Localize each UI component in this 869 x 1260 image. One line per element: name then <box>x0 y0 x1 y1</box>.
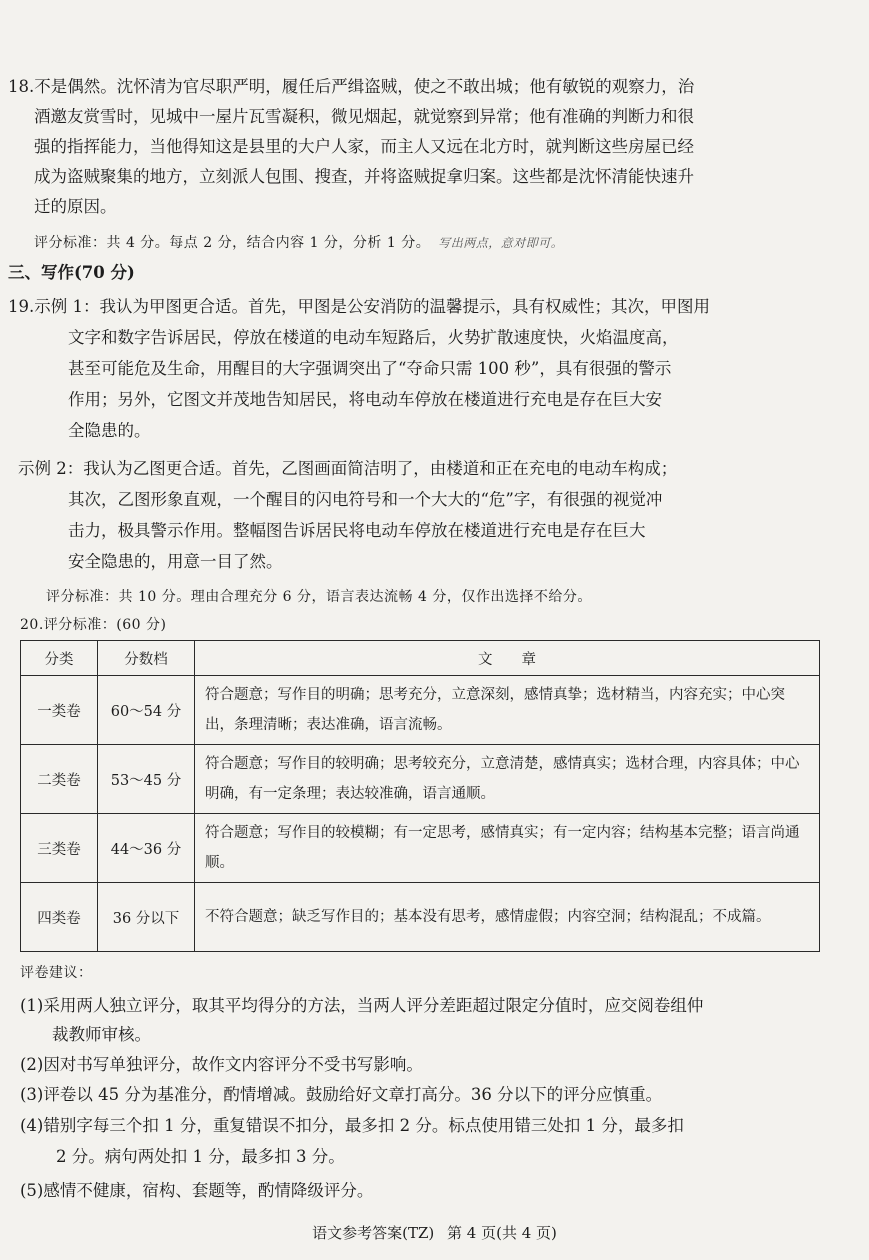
header-range: 分数档 <box>98 641 195 676</box>
row-category: 四类卷 <box>21 883 98 952</box>
suggestion-4-cont: 2 分。病句两处扣 1 分，最多扣 3 分。 <box>56 1147 345 1166</box>
row-description: 符合题意；写作目的较明确；思考较充分，立意清楚，感情真实；选材合理，内容具体；中心明确，有一定条理；表达较准确，语言通顺。 <box>195 745 820 814</box>
footer-page-info: 第 4 页(共 4 页) <box>447 1224 557 1242</box>
page-footer <box>0 1222 869 1243</box>
footer-doc-name: 语文参考答案(TZ) <box>312 1224 435 1242</box>
q19-ex2-line-4: 安全隐患的，用意一目了然。 <box>68 552 283 571</box>
row-category: 一类卷 <box>21 676 98 745</box>
q19-ex2-line-2: 其次，乙图形象直观，一个醒目的闪电符号和一个大大的“危”字，有很强的视觉冲 <box>68 490 663 509</box>
q18-line-5: 迁的原因。 <box>34 197 117 216</box>
q18-scoring <box>34 232 563 254</box>
q19-ex2-line-1: 示例 2：我认为乙图更合适。首先，乙图画面简洁明了，由楼道和正在充电的电动车构成； <box>18 459 678 478</box>
row-range: 60～54 分 <box>98 676 195 745</box>
grading-table-header <box>21 641 820 676</box>
q18-scoring-text: 评分标准：共 4 分。每点 2 分，结合内容 1 分，分析 1 分。 <box>34 235 431 251</box>
table-row <box>21 814 820 883</box>
table-row <box>21 745 820 814</box>
q19-ex1-line-3: 甚至可能危及生命，用醒目的大字强调突出了“夺命只需 100 秒”，具有很强的警示 <box>68 359 672 378</box>
section3-title: 三、写作(70 分) <box>8 263 135 282</box>
row-category: 二类卷 <box>21 745 98 814</box>
suggestion-2: (2)因对书写单独评分，故作文内容评分不受书写影响。 <box>20 1055 423 1074</box>
header-article: 文 章 <box>195 641 820 676</box>
q19-scoring: 评分标准：共 10 分。理由合理充分 6 分，语言表达流畅 4 分，仅作出选择不给分。 <box>46 589 592 605</box>
row-range: 53～45 分 <box>98 745 195 814</box>
suggestion-1: (1)采用两人独立评分，取其平均得分的方法，当两人评分差距超过限定分值时，应交阅卷组仲 <box>20 996 704 1015</box>
row-category: 三类卷 <box>21 814 98 883</box>
q19-ex2-line-3: 击力，极具警示作用。整幅图告诉居民将电动车停放在楼道进行充电是存在巨大 <box>68 521 646 540</box>
suggestion-5: (5)感情不健康，宿构、套题等，酌情降级评分。 <box>20 1181 374 1200</box>
q19-ex1-line-5: 全隐患的。 <box>68 421 151 440</box>
q18-line-3: 强的指挥能力，当他得知这是县里的大户人家，而主人又远在北方时，就判断这些房屋已经 <box>34 137 694 156</box>
suggestion-3: (3)评卷以 45 分为基准分，酌情增减。鼓励给好文章打高分。36 分以下的评分应慎重。 <box>20 1085 663 1104</box>
q19-ex1-line-4: 作用；另外，它图文并茂地告知居民，将电动车停放在楼道进行充电是存在巨大安 <box>68 390 662 409</box>
q20-title: 20.评分标准：(60 分) <box>20 617 167 633</box>
suggestions-title: 评卷建议： <box>20 965 93 981</box>
header-category: 分类 <box>21 641 98 676</box>
row-description: 不符合题意；缺乏写作目的；基本没有思考，感情虚假；内容空洞；结构混乱；不成篇。 <box>195 883 820 952</box>
row-range: 36 分以下 <box>98 883 195 952</box>
q18-line-4: 成为盗贼聚集的地方，立刻派人包围、搜查，并将盗贼捉拿归案。这些都是沈怀清能快速升 <box>34 167 694 186</box>
q18-handwritten-note: 写出两点，意对即可。 <box>438 236 564 250</box>
suggestion-4: (4)错别字每三个扣 1 分，重复错误不扣分，最多扣 2 分。标点使用错三处扣 1 分，最多扣 <box>20 1116 684 1135</box>
row-description: 符合题意；写作目的明确；思考充分，立意深刻，感情真挚；选材精当，内容充实；中心突出，条理清晰；表达准确，语言流畅。 <box>195 676 820 745</box>
table-row <box>21 883 820 952</box>
row-description: 符合题意；写作目的较模糊；有一定思考，感情真实；有一定内容；结构基本完整；语言尚通顺。 <box>195 814 820 883</box>
suggestion-1-cont: 裁教师审核。 <box>52 1025 151 1044</box>
table-row <box>21 676 820 745</box>
q19-ex1-line-2: 文字和数字告诉居民，停放在楼道的电动车短路后，火势扩散速度快，火焰温度高， <box>68 328 679 347</box>
q18-line-2: 酒邀友赏雪时，见城中一屋片瓦雪凝积，微见烟起，就觉察到异常；他有准确的判断力和很 <box>34 107 694 126</box>
row-range: 44～36 分 <box>98 814 195 883</box>
grading-table <box>20 640 820 952</box>
q18-line-1: 18.不是偶然。沈怀清为官尽职严明，履任后严缉盗贼，使之不敢出城；他有敏锐的观察力，治 <box>8 77 695 96</box>
q19-ex1-line-1: 19.示例 1：我认为甲图更合适。首先，甲图是公安消防的温馨提示，具有权威性；其次，甲图用 <box>8 297 710 316</box>
